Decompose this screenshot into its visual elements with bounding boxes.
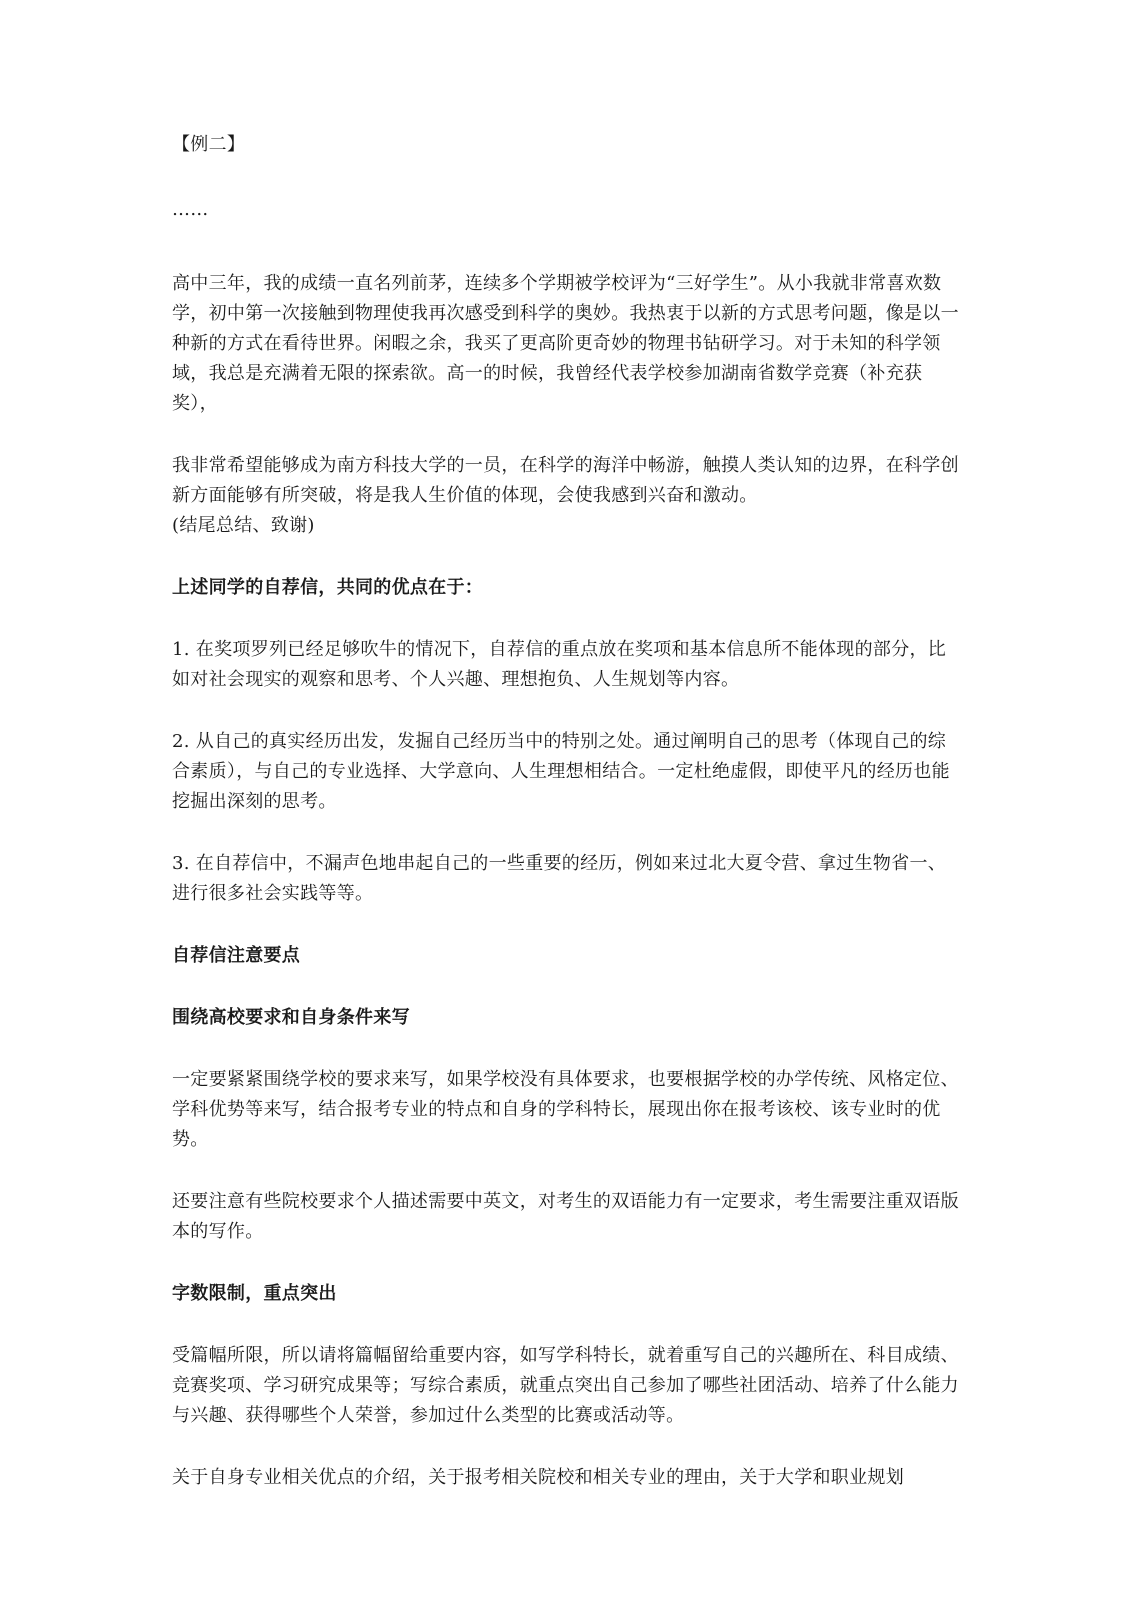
point-two: 2. 从自己的真实经历出发，发掘自己经历当中的特别之处。通过阐明自己的思考（体现自己的综合素质），与自己的专业选择、大学意向、人生理想相结合。一定杜绝虚假，即使平凡的经历也能挖掘出深刻的思考。	[172, 731, 950, 812]
point-three: 3. 在自荐信中，不漏声色地串起自己的一些重要的经历，例如来过北大夏令营、拿过生物省一、进行很多社会实践等等。	[172, 853, 947, 904]
example-heading: 【例二】	[172, 134, 246, 155]
document-body	[172, 130, 962, 1493]
paragraph-school-requirements: 一定要紧紧围绕学校的要求来写，如果学校没有具体要求，也要根据学校的办学传统、风格定位、学科优势等来写，结合报考专业的特点和自身的学科特长，展现出你在报考该校、该专业时的优势。	[172, 1069, 959, 1150]
notes-heading: 自荐信注意要点	[172, 945, 301, 966]
summary-heading: 上述同学的自荐信，共同的优点在于：	[172, 577, 484, 598]
point-one: 1. 在奖项罗列已经足够吹牛的情况下，自荐信的重点放在奖项和基本信息所不能体现的部分，比如对社会现实的观察和思考、个人兴趣、理想抱负、人生规划等内容。	[172, 639, 947, 690]
paragraph-closing-note: (结尾总结、致谢)	[172, 515, 315, 536]
paragraph-major-advantages: 关于自身专业相关优点的介绍，关于报考相关院校和相关专业的理由，关于大学和职业规划	[172, 1467, 904, 1488]
paragraph-aspiration: 我非常希望能够成为南方科技大学的一员，在科学的海洋中畅游，触摸人类认知的边界，在科学创新方面能够有所突破，将是我人生价值的体现，会使我感到兴奋和激动。	[172, 455, 959, 506]
subheading-word-limit: 字数限制，重点突出	[172, 1283, 337, 1304]
subheading-school-requirements: 围绕高校要求和自身条件来写	[172, 1007, 410, 1028]
paragraph-word-limit: 受篇幅所限，所以请将篇幅留给重要内容，如写学科特长，就着重写自己的兴趣所在、科目成绩、竞赛奖项、学习研究成果等；写综合素质，就重点突出自己参加了哪些社团活动、培养了什么能力与兴趣、获得哪些个人荣誉，参加过什么类型的比赛或活动等。	[172, 1345, 959, 1426]
ellipsis-text: ……	[172, 199, 209, 220]
paragraph-bilingual: 还要注意有些院校要求个人描述需要中英文，对考生的双语能力有一定要求，考生需要注重双语版本的写作。	[172, 1191, 959, 1242]
paragraph-achievements: 高中三年，我的成绩一直名列前茅，连续多个学期被学校评为“三好学生”。从小我就非常喜欢数学，初中第一次接触到物理使我再次感受到科学的奥妙。我热衷于以新的方式思考问题，像是以一种新的方式在看待世界。闲暇之余，我买了更高阶更奇妙的物理书钻研学习。对于未知的科学领域，我总是充满着无限的探索欲。高一的时候，我曾经代表学校参加湖南省数学竞赛（补充获奖），	[172, 273, 959, 414]
